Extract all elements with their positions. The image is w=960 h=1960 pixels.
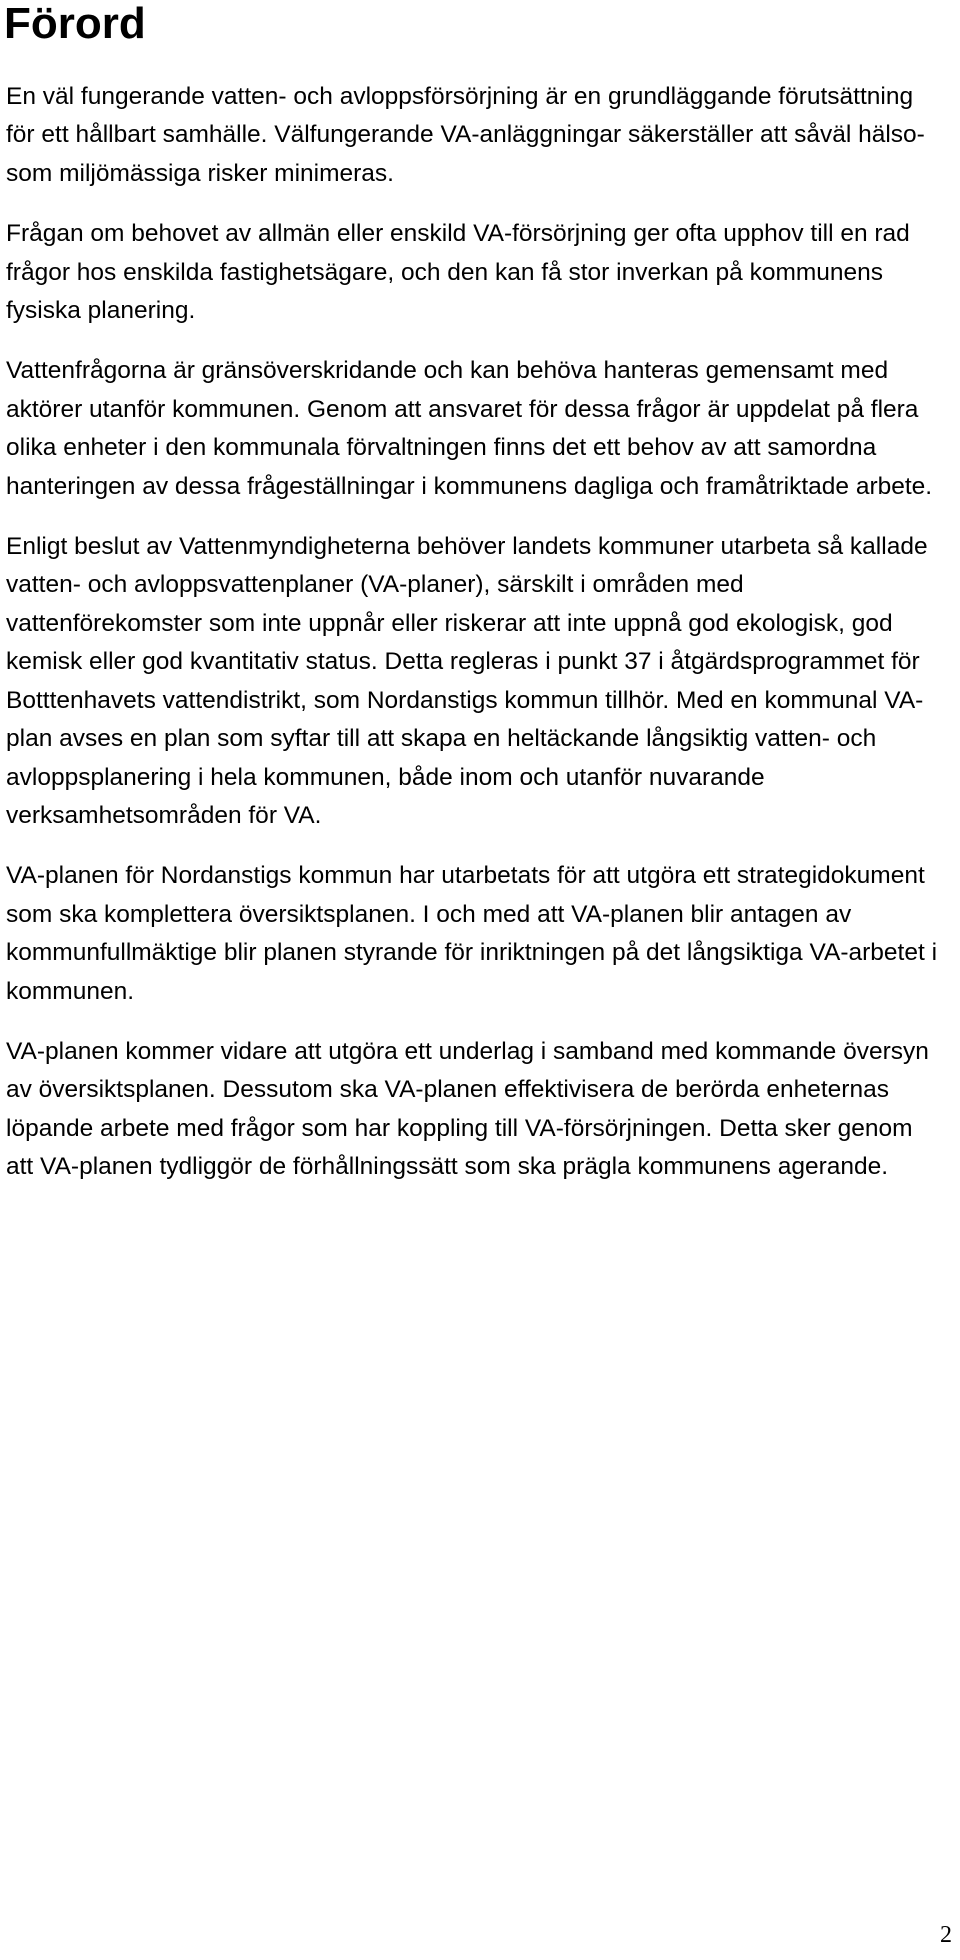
paragraph-6: VA-planen kommer vidare att utgöra ett underlag i samband med kommande översyn av översiktsplanen. Dessutom ska VA-planen effektivisera de berörda enheternas löpande arbete med frågor som har koppling till VA-försörjningen. Detta sker genom att VA-planen tydliggör de förhållningssätt som ska prägla kommunens agerande. <box>6 1037 929 1181</box>
paragraph-2: Frågan om behovet av allmän eller enskild VA-försörjning ger ofta upphov till en rad frågor hos enskilda fastighetsägare, och den kan få stor inverkan på kommunens fysiska planering. <box>6 220 910 325</box>
paragraph-5: VA-planen för Nordanstigs kommun har utarbetats för att utgöra ett strategidokument som ska komplettera översiktsplanen. I och med att VA-planen blir antagen av kommunfullmäktige blir planen styrande för inriktningen på det långsiktiga VA-arbetet i kommunen. <box>6 862 938 1005</box>
paragraph-4: Enligt beslut av Vattenmyndigheterna behöver landets kommuner utarbeta så kallade vatten- och avloppsvattenplaner (VA-planer), särskilt i områden med vattenförekomster som inte uppnår eller riskerar att inte uppnå god ekologisk, god kemisk eller god kvantitativ status. Detta regleras i punkt 37 i åtgärdsprogrammet för Botttenhavets vattendistrikt, som Nordanstigs kommun tillhör. Med en kommunal VA-plan avses en plan som syftar till att skapa en heltäckande långsiktig vatten- och avloppsplanering i hela kommunen, både inom och utanför nuvarande verksamhetsområden för VA. <box>6 533 928 829</box>
body-text <box>6 78 946 1209</box>
paragraph-3: Vattenfrågorna är gränsöverskridande och kan behöva hanteras gemensamt med aktörer utanför kommunen. Genom att ansvaret för dessa frågor är uppdelat på flera olika enheter i den kommunala förvaltningen finns det ett behov av att samordna hanteringen av dessa frågeställningar i kommunens dagliga och framåtriktade arbete. <box>6 357 933 500</box>
page-title: Förord <box>4 0 146 48</box>
paragraph-1: En väl fungerande vatten- och avloppsförsörjning är en grundläggande förutsättning för ett hållbart samhälle. Välfungerande VA-anläggningar säkerställer att såväl hälso- som miljömässiga risker minimeras. <box>6 83 925 187</box>
page-number: 2 <box>940 1922 952 1948</box>
